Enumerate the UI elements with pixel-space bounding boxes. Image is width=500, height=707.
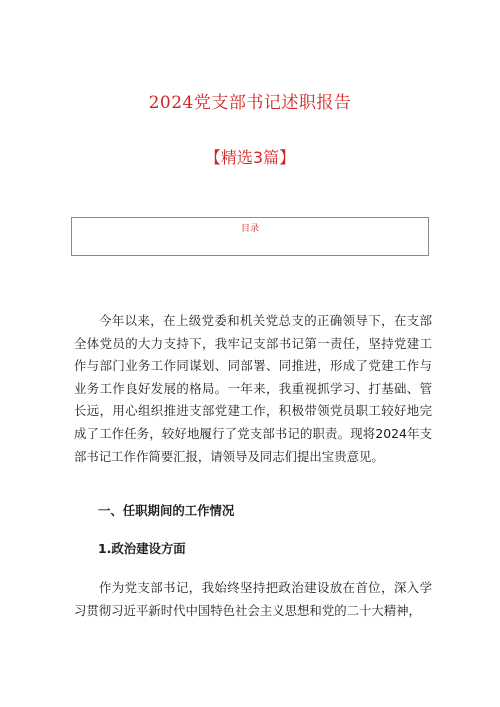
subsection-paragraph: 作为党支部书记，我始终坚持把政治建设放在首位，深入学习贯彻习近平新时代中国特色社会主义思想和党的二十大精神， bbox=[74, 580, 432, 618]
section-heading: 一、任职期间的工作情况 bbox=[98, 503, 235, 518]
table-of-contents-box bbox=[71, 217, 429, 256]
intro-paragraph: 今年以来，在上级党委和机关党总支的正确领导下，在支部全体党员的大力支持下，我牢记支部书记第一责任，坚持党建工作与部门业务工作同谋划、同部署、同推进，形成了党建工作与业务工作良好发展的格局。一年来，我重视抓学习、打基础、管长远，用心组织推进支部党建工作，积极带领党员职工较好地完成了工作任务，较好地履行了党支部书记的职责。现将2024年支部书记工作作简要汇报，请领导及同志们提出宝贵意见。 bbox=[74, 313, 432, 464]
toc-label[interactable]: 目录 bbox=[240, 224, 259, 234]
subsection-heading: 1.政治建设方面 bbox=[98, 541, 186, 556]
document-title: 2024党支部书记述职报告 bbox=[148, 93, 352, 113]
document-subtitle: 【精选3篇】 bbox=[204, 148, 296, 167]
